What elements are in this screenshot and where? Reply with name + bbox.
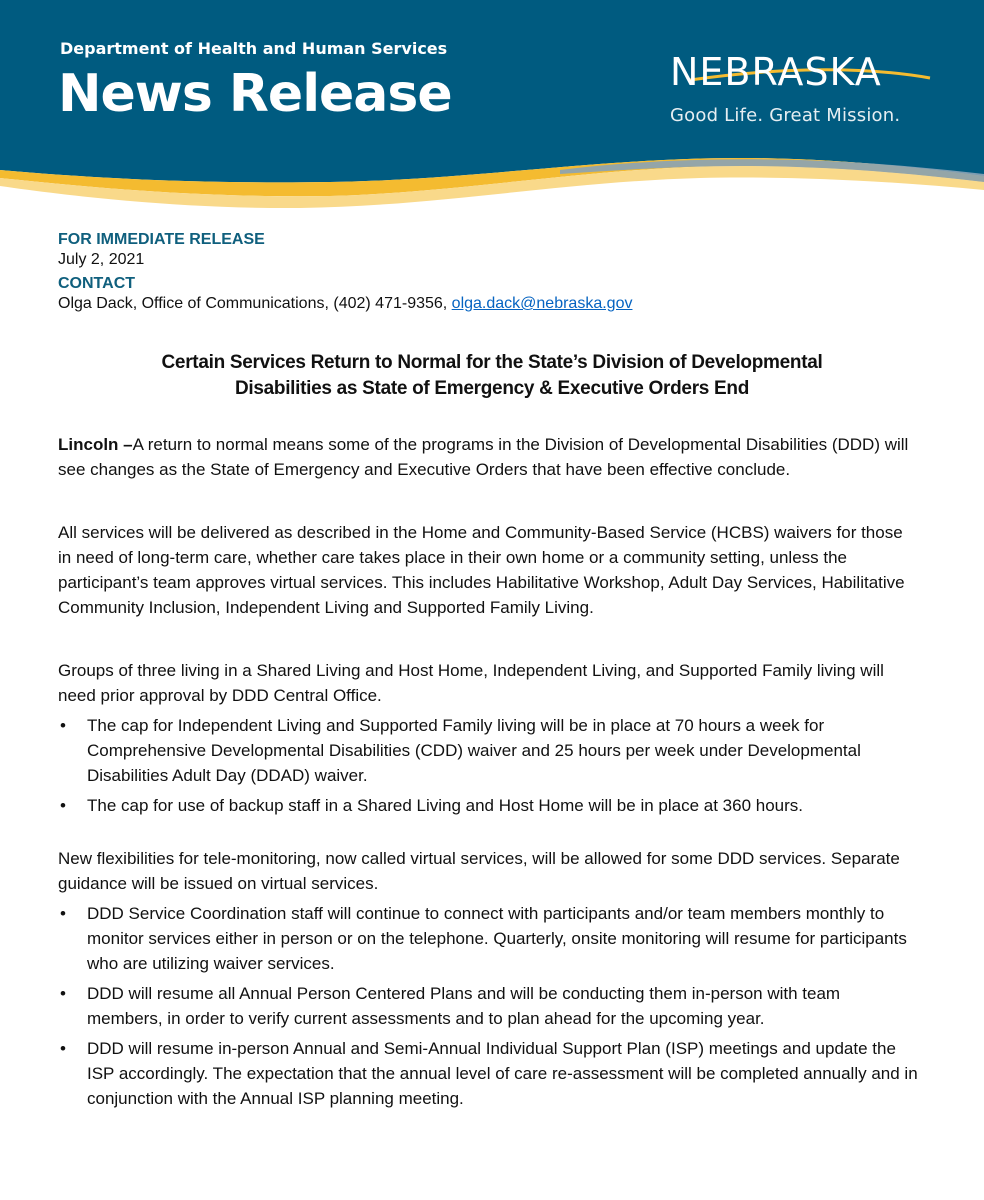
contact-line: [58, 294, 632, 314]
header-banner: [0, 0, 984, 215]
article-body: [58, 432, 918, 1111]
release-label: FOR IMMEDIATE RELEASE: [58, 231, 265, 248]
bullet-list-1: [58, 713, 918, 818]
nebraska-logo: NEBRASKA: [670, 50, 882, 94]
headline: [58, 350, 926, 402]
headline-line-1: Certain Services Return to Normal for the State’s Division of Developmental: [161, 352, 823, 373]
contact-email-link[interactable]: olga.dack@nebraska.gov: [451, 295, 633, 312]
paragraph-3: Groups of three living in a Shared Living and Host Home, Independent Living, and Supported Family living will need prior approval by DDD Central Office.: [58, 661, 884, 705]
logo-tagline: Good Life. Great Mission.: [670, 105, 901, 126]
list-item: • DDD Service Coordination staff will continue to connect with participants and/or team members monthly to monitor services either in person or on the telephone. Quarterly, onsite monitoring will resume for participants who are utilizing waiver services.: [58, 901, 918, 976]
contact-text: Olga Dack, Office of Communications, (402) 471-9356,: [58, 295, 452, 312]
paragraph-1-text: A return to normal means some of the programs in the Division of Developmental Disabilities (DDD) will see changes as the State of Emergency and Executive Orders that have been effective conclude.: [58, 435, 909, 479]
headline-line-2: Disabilities as State of Emergency & Executive Orders End: [234, 378, 750, 399]
paragraph-1: [58, 432, 918, 482]
paragraph-2: All services will be delivered as described in the Home and Community-Based Service (HCBS) waivers for those in need of long-term care, whether care takes place in their own home or a community setting, unless the participant’s team approves virtual services. This includes Habilitative Workshop, Adult Day Services, Habilitative Community Inclusion, Independent Living and Supported Family Living.: [58, 523, 905, 617]
department-name: Department of Health and Human Services: [60, 39, 448, 58]
list-item: • The cap for Independent Living and Supported Family living will be in place at 70 hours a week for Comprehensive Developmental Disabilities (CDD) waiver and 25 hours per week under Developmental Disabilities Adult Day (DDAD) waiver.: [58, 713, 918, 788]
dateline: Lincoln –: [58, 435, 133, 454]
paragraph-4: New flexibilities for tele-monitoring, now called virtual services, will be allowed for some DDD services. Separate guidance will be issued on virtual services.: [58, 849, 900, 893]
contact-label: CONTACT: [58, 275, 136, 292]
list-item: • DDD will resume in-person Annual and Semi-Annual Individual Support Plan (ISP) meetings and update the ISP accordingly. The expectation that the annual level of care re-assessment will be completed annually and in conjunction with the Annual ISP planning meeting.: [58, 1036, 918, 1111]
page-title: News Release: [58, 64, 452, 124]
list-item: • The cap for use of backup staff in a Shared Living and Host Home will be in place at 360 hours.: [58, 793, 918, 818]
release-meta: [58, 230, 632, 314]
list-item: • DDD will resume all Annual Person Centered Plans and will be conducting them in-person with team members, in order to verify current assessments and to plan ahead for the upcoming year.: [58, 981, 918, 1031]
release-date: July 2, 2021: [58, 251, 145, 268]
bullet-list-2: [58, 901, 918, 1111]
